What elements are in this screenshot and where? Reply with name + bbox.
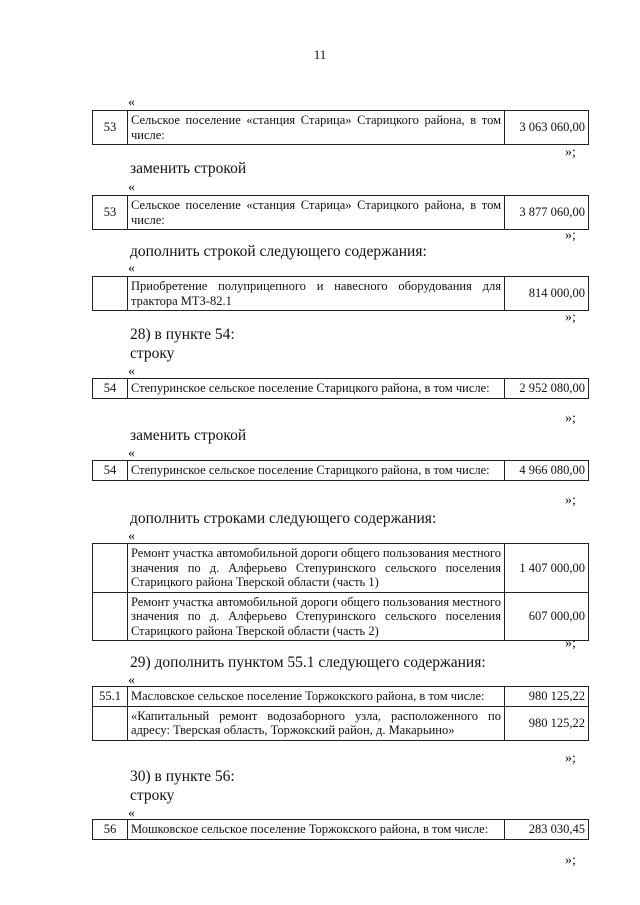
row-value: 3 877 060,00 [505, 196, 589, 230]
row-number: 53 [93, 196, 128, 230]
row-name: Мошковское сельское поселение Торжокского района, в том числе: [128, 820, 505, 840]
table-block-2 [92, 195, 589, 230]
row-number [93, 277, 128, 311]
open-quote: « [128, 446, 135, 461]
row-value: 4 966 080,00 [505, 461, 589, 481]
row-number: 54 [93, 379, 128, 399]
table-block-7 [92, 686, 589, 741]
table-row [93, 706, 589, 740]
instruction-add-rows: дополнить строками следующего содержания: [130, 510, 437, 527]
open-quote: « [128, 529, 135, 544]
close-quote: »; [565, 145, 576, 160]
row-name: Сельское поселение «станция Старица» Старицкого района, в том числе: [128, 196, 505, 230]
table-block-4 [92, 378, 589, 399]
row-number: 55.1 [93, 687, 128, 707]
table-row [93, 196, 589, 230]
row-value: 2 952 080,00 [505, 379, 589, 399]
open-quote: « [128, 95, 135, 110]
row-value: 283 030,45 [505, 820, 589, 840]
close-quote: »; [565, 228, 576, 243]
item-28-line: строку [130, 345, 175, 362]
open-quote: « [128, 806, 135, 821]
open-quote: « [128, 261, 135, 276]
close-quote: »; [565, 411, 576, 426]
row-number: 56 [93, 820, 128, 840]
instruction-replace: заменить строкой [130, 427, 247, 444]
page-number: 11 [313, 47, 327, 62]
row-name: «Капитальный ремонт водозаборного узла, расположенного по адресу: Тверская область, Торжокский район, д. Макарьино» [128, 706, 505, 740]
row-name: Степуринское сельское поселение Старицкого района, в том числе: [128, 461, 505, 481]
close-quote: »; [565, 853, 576, 868]
table-row [93, 687, 589, 707]
table-row [93, 544, 589, 593]
row-value: 1 407 000,00 [505, 544, 589, 593]
close-quote: »; [565, 751, 576, 766]
row-number [93, 592, 128, 641]
instruction-add: дополнить строкой следующего содержания: [130, 243, 427, 260]
item-29-heading: 29) дополнить пунктом 55.1 следующего содержания: [130, 654, 486, 671]
item-30-heading: 30) в пункте 56: [130, 768, 235, 785]
row-number [93, 544, 128, 593]
table-row [93, 820, 589, 840]
instruction-replace: заменить строкой [130, 160, 247, 177]
row-name: Масловское сельское поселение Торжокского района, в том числе: [128, 687, 505, 707]
open-quote: « [128, 364, 135, 379]
table-block-1 [92, 110, 589, 145]
open-quote: « [128, 673, 135, 688]
item-28-heading: 28) в пункте 54: [130, 326, 235, 343]
table-block-8 [92, 819, 589, 840]
row-value: 980 125,22 [505, 706, 589, 740]
row-value: 607 000,00 [505, 592, 589, 641]
row-name: Приобретение полуприцепного и навесного оборудования для трактора МТЗ-82.1 [128, 277, 505, 311]
row-name: Степуринское сельское поселение Старицкого района, в том числе: [128, 379, 505, 399]
table-block-3 [92, 276, 589, 311]
row-number: 53 [93, 111, 128, 145]
row-value: 3 063 060,00 [505, 111, 589, 145]
close-quote: »; [565, 493, 576, 508]
table-row [93, 592, 589, 641]
close-quote: »; [565, 310, 576, 325]
table-row [93, 111, 589, 145]
close-quote: »; [565, 636, 576, 651]
table-row [93, 461, 589, 481]
row-value: 980 125,22 [505, 687, 589, 707]
row-name: Ремонт участка автомобильной дороги общего пользования местного значения по д. Алферьево Степуринского сельского поселения Старицкого района Тверской области (часть 2) [128, 592, 505, 641]
row-number [93, 706, 128, 740]
item-30-line: строку [130, 787, 175, 804]
table-block-5 [92, 460, 589, 481]
row-name: Сельское поселение «станция Старица» Старицкого района, в том числе: [128, 111, 505, 145]
table-row [93, 379, 589, 399]
row-number: 54 [93, 461, 128, 481]
row-name: Ремонт участка автомобильной дороги общего пользования местного значения по д. Алферьево Степуринского сельского поселения Старицкого района Тверской области (часть 1) [128, 544, 505, 593]
row-value: 814 000,00 [505, 277, 589, 311]
table-block-6 [92, 543, 589, 641]
open-quote: « [128, 180, 135, 195]
table-row [93, 277, 589, 311]
